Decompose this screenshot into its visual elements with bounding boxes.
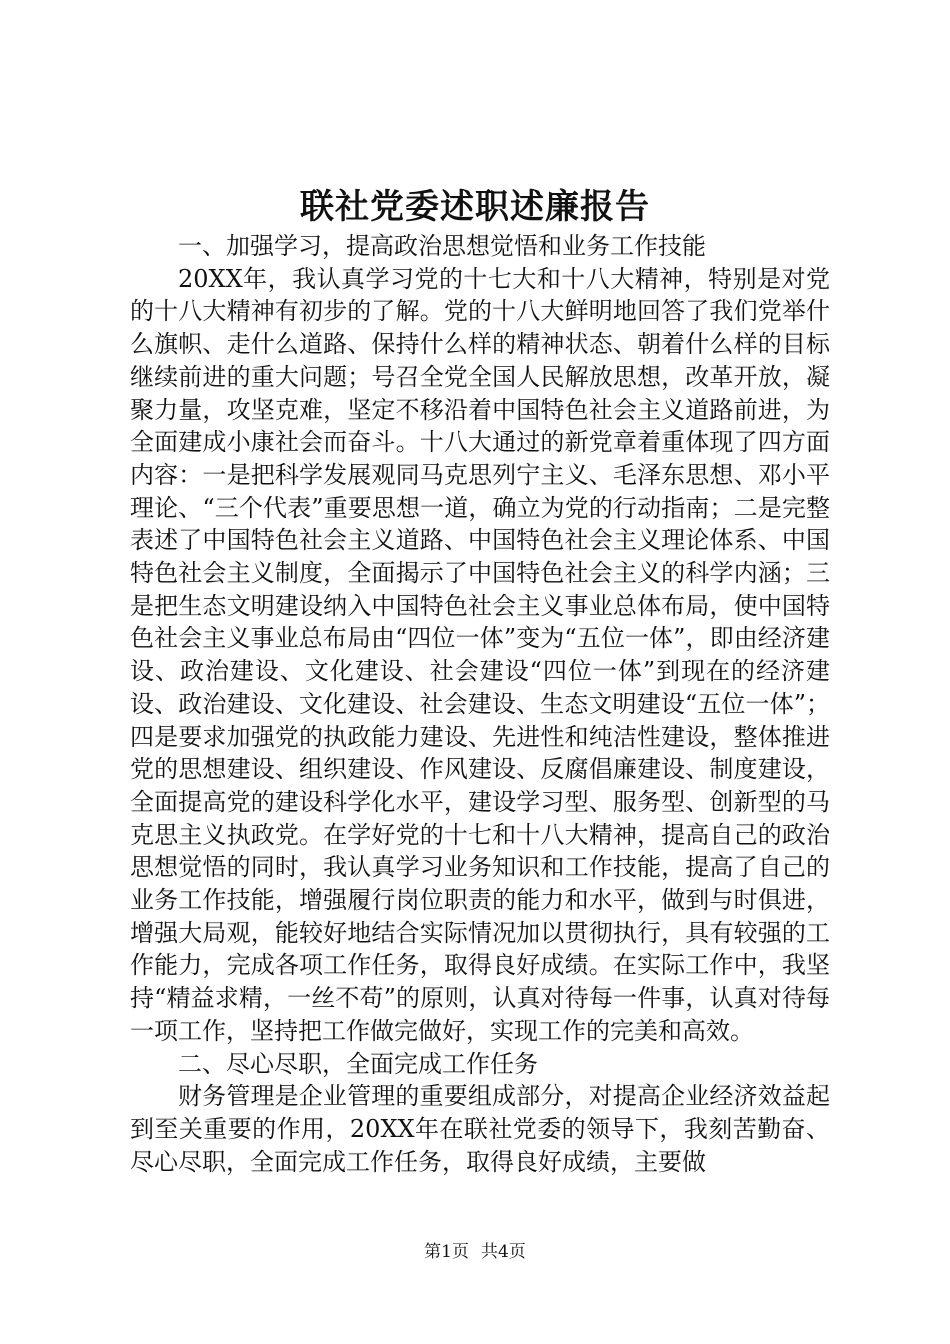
section-heading-1: 一、加强学习，提高政治思想觉悟和业务工作技能 (178, 232, 706, 260)
section-heading-2: 二、尽心尽职，全面完成工作任务 (178, 1049, 538, 1078)
section-paragraph-1: 20XX年，我认真学习党的十七大和十八大精神，特别是对党的十八大精神有初步的了解。党的十八大鲜明地回答了我们党举什么旗帜、走什么道路、保持什么样的精神状态、朝着什么样的目标继续前进的重大问题；号召全党全国人民解放思想，改革开放，凝聚力量，攻坚克难，坚定不移沿着中国特色社会主义道路前进，为全面建成小康社会而奋斗。十八大通过的新党章着重体现了四方面内容：一是把科学发展观同马克思列宁主义、毛泽东思想、邓小平理论、“三个代表”重要思想一道，确立为党的行动指南；二是完整表述了中国特色社会主义道路、中国特色社会主义理论体系、中国特色社会主义制度，全面揭示了中国特色社会主义的科学内涵；三是把生态文明建设纳入中国特色社会主义事业总体布局，使中国特色社会主义事业总布局由“四位一体”变为“五位一体”，即由经济建设、政治建设、文化建设、社会建设“四位一体”到现在的经济建设、政治建设、文化建设、社会建设、生态文明建设“五位一体”；四是要求加强党的执政能力建设、先进性和纯洁性建设，整体推进党的思想建设、组织建设、作风建设、反腐倡廉建设、制度建设，全面提高党的建设科学化水平，建设学习型、服务型、创新型的马克思主义执政党。在学好党的十七和十八大精神，提高自己的政治思想觉悟的同时，我认真学习业务知识和工作技能，提高了自己的业务工作技能，增强履行岗位职责的能力和水平，做到与时俱进，增强大局观，能较好地结合实际情况加以贯彻执行，具有较强的工作能力，完成各项工作任务，取得良好成绩。在实际工作中，我坚持“精益求精，一丝不苟”的原则，认真对待每一件事，认真对待每一项工作，坚持把工作做完做好，实现工作的完美和高效。 (130, 264, 830, 1045)
page-number: 第1页 (424, 1242, 469, 1262)
document-title: 联社党委述职述廉报告 (300, 187, 650, 227)
page-footer (0, 1240, 950, 1264)
page-total: 共4页 (481, 1242, 526, 1262)
document-body (130, 230, 830, 1178)
section-paragraph-2: 财务管理是企业管理的重要组成部分，对提高企业经济效益起到至关重要的作用，20XX年在联社党委的领导下，我刻苦勤奋、尽心尽职，全面完成工作任务，取得良好成绩，主要做 (130, 1082, 830, 1176)
